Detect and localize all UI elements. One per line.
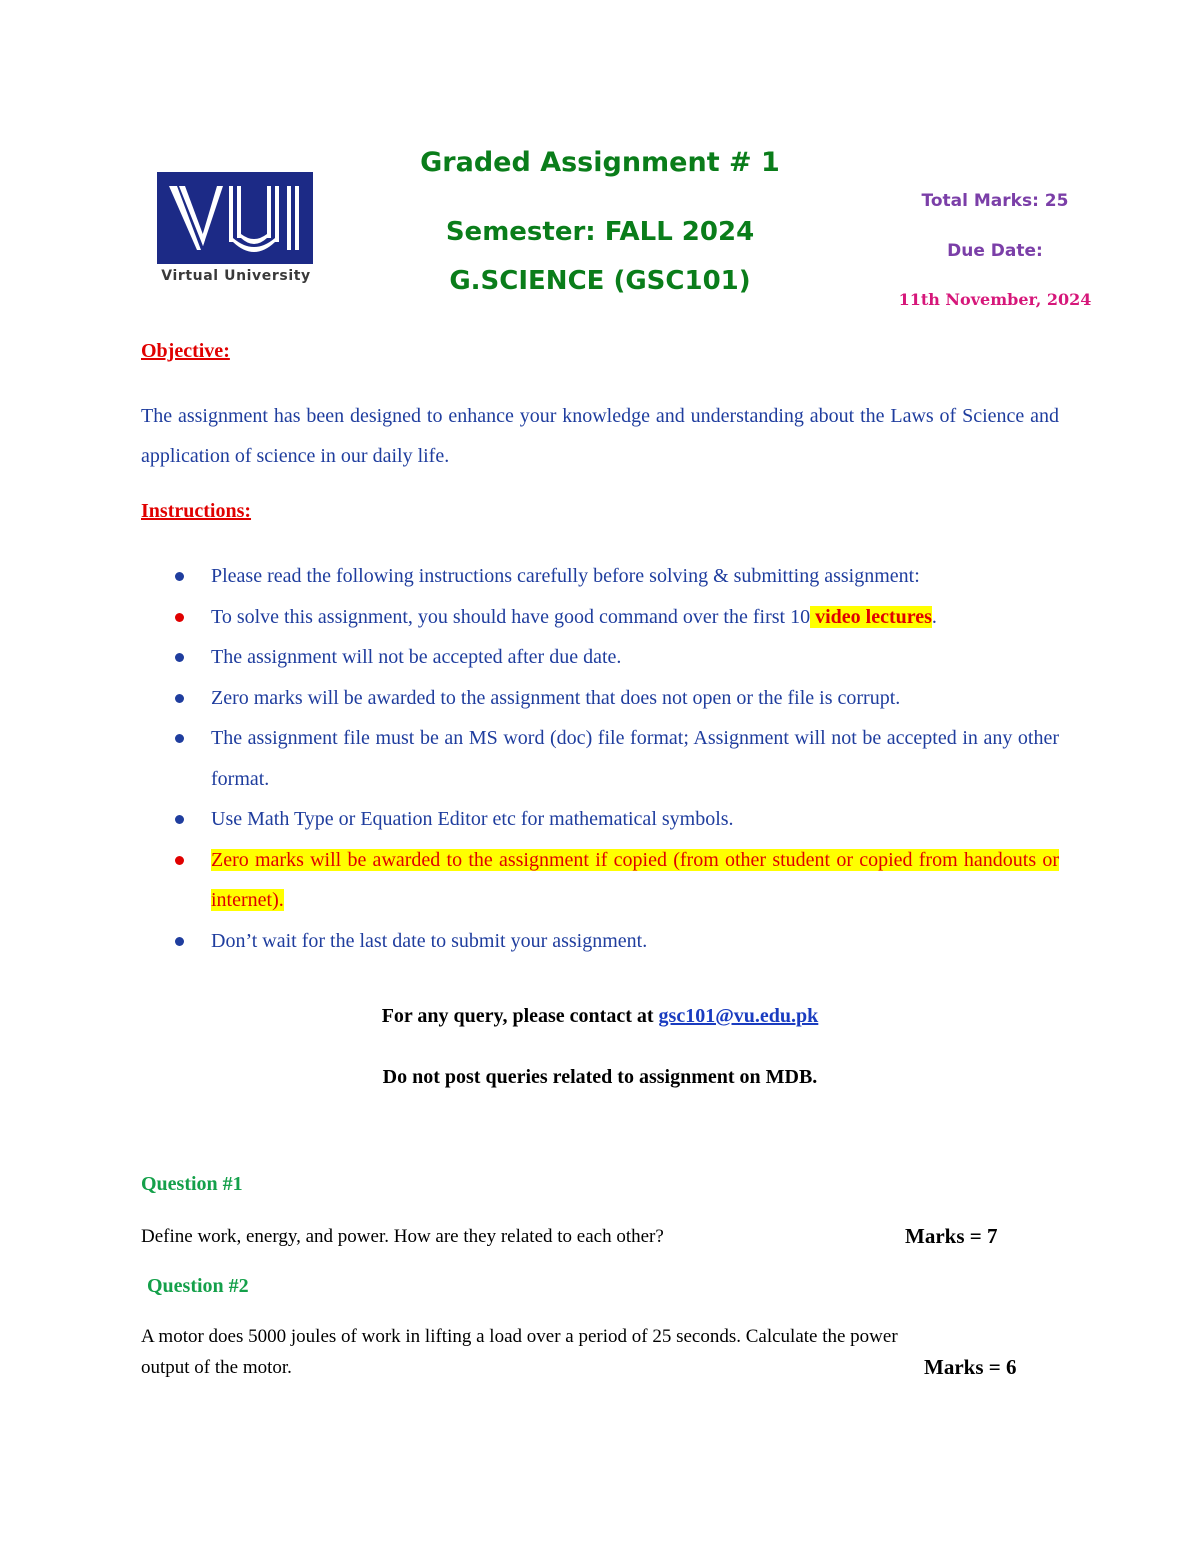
vu-emblem <box>157 172 313 264</box>
university-logo <box>157 172 315 292</box>
list-item <box>141 678 1059 719</box>
instruction-text: . <box>931 605 937 628</box>
semester-label: Semester: FALL 2024 <box>445 217 755 247</box>
list-item <box>141 799 1059 840</box>
question-2-heading: Question #2 <box>147 1275 249 1297</box>
instruction-text: The assignment will not be accepted after due date. <box>211 646 622 668</box>
list-item <box>141 840 1059 921</box>
objective-text: The assignment has been designed to enhance your knowledge and understanding about the Laws of Science and application of science in our daily life. <box>141 405 1059 467</box>
instruction-text: Please read the following instructions carefully before solving & submitting assignment: <box>211 565 920 587</box>
bullet-icon <box>175 815 184 824</box>
contact-prefix: For any query, please contact at <box>381 1005 659 1027</box>
mdb-notice: Do not post queries related to assignment on MDB. <box>382 1066 818 1088</box>
highlighted-text: Zero marks will be awarded to the assignment if copied (from other student or copied from handouts or internet). <box>211 848 1059 911</box>
question-1-heading: Question #1 <box>141 1173 243 1195</box>
bullet-icon <box>175 937 184 946</box>
bullet-icon <box>175 856 184 865</box>
bullet-icon <box>175 613 184 622</box>
due-date-value: 11th November, 2024 <box>898 290 1092 309</box>
total-marks: Total Marks: 25 <box>921 191 1069 211</box>
list-item <box>141 718 1059 799</box>
bullet-icon <box>175 653 184 662</box>
bullet-icon <box>175 694 184 703</box>
list-item <box>141 597 1059 638</box>
instruction-text: To solve this assignment, you should have good command over the first 10 <box>211 605 811 628</box>
list-item <box>141 921 1059 962</box>
instructions-heading: Instructions: <box>141 500 252 522</box>
instruction-text: The assignment file must be an MS word (doc) file format; Assignment will not be accepted in any other format. <box>211 727 1059 790</box>
bullet-icon <box>175 572 184 581</box>
question-1-marks: Marks = 7 <box>905 1224 998 1248</box>
objective-heading: Objective: <box>141 340 230 362</box>
course-label: G.SCIENCE (GSC101) <box>449 266 751 296</box>
assignment-title: Graded Assignment # 1 <box>420 147 780 178</box>
question-1-text: Define work, energy, and power. How are they related to each other? <box>141 1226 664 1247</box>
contact-email-link[interactable]: gsc101@vu.edu.pk <box>658 1005 819 1027</box>
contact-line <box>0 1005 1200 1028</box>
list-item <box>141 556 1059 597</box>
instructions-list <box>141 556 1059 961</box>
due-date-label: Due Date: <box>947 241 1043 261</box>
instruction-text: Don’t wait for the last date to submit your assignment. <box>211 929 648 952</box>
bullet-icon <box>175 734 184 743</box>
question-2-marks: Marks = 6 <box>924 1355 1017 1379</box>
question-2-text: A motor does 5000 joules of work in lifting a load over a period of 25 seconds. Calculate the power <box>141 1326 898 1347</box>
list-item <box>141 637 1059 678</box>
highlighted-text: video lectures <box>810 605 932 628</box>
logo-caption: Virtual University <box>161 268 311 284</box>
instruction-text: Zero marks will be awarded to the assignment that does not open or the file is corrupt. <box>211 686 901 709</box>
question-2-text: output of the motor. <box>141 1357 292 1378</box>
instruction-text: Use Math Type or Equation Editor etc for mathematical symbols. <box>211 808 734 830</box>
